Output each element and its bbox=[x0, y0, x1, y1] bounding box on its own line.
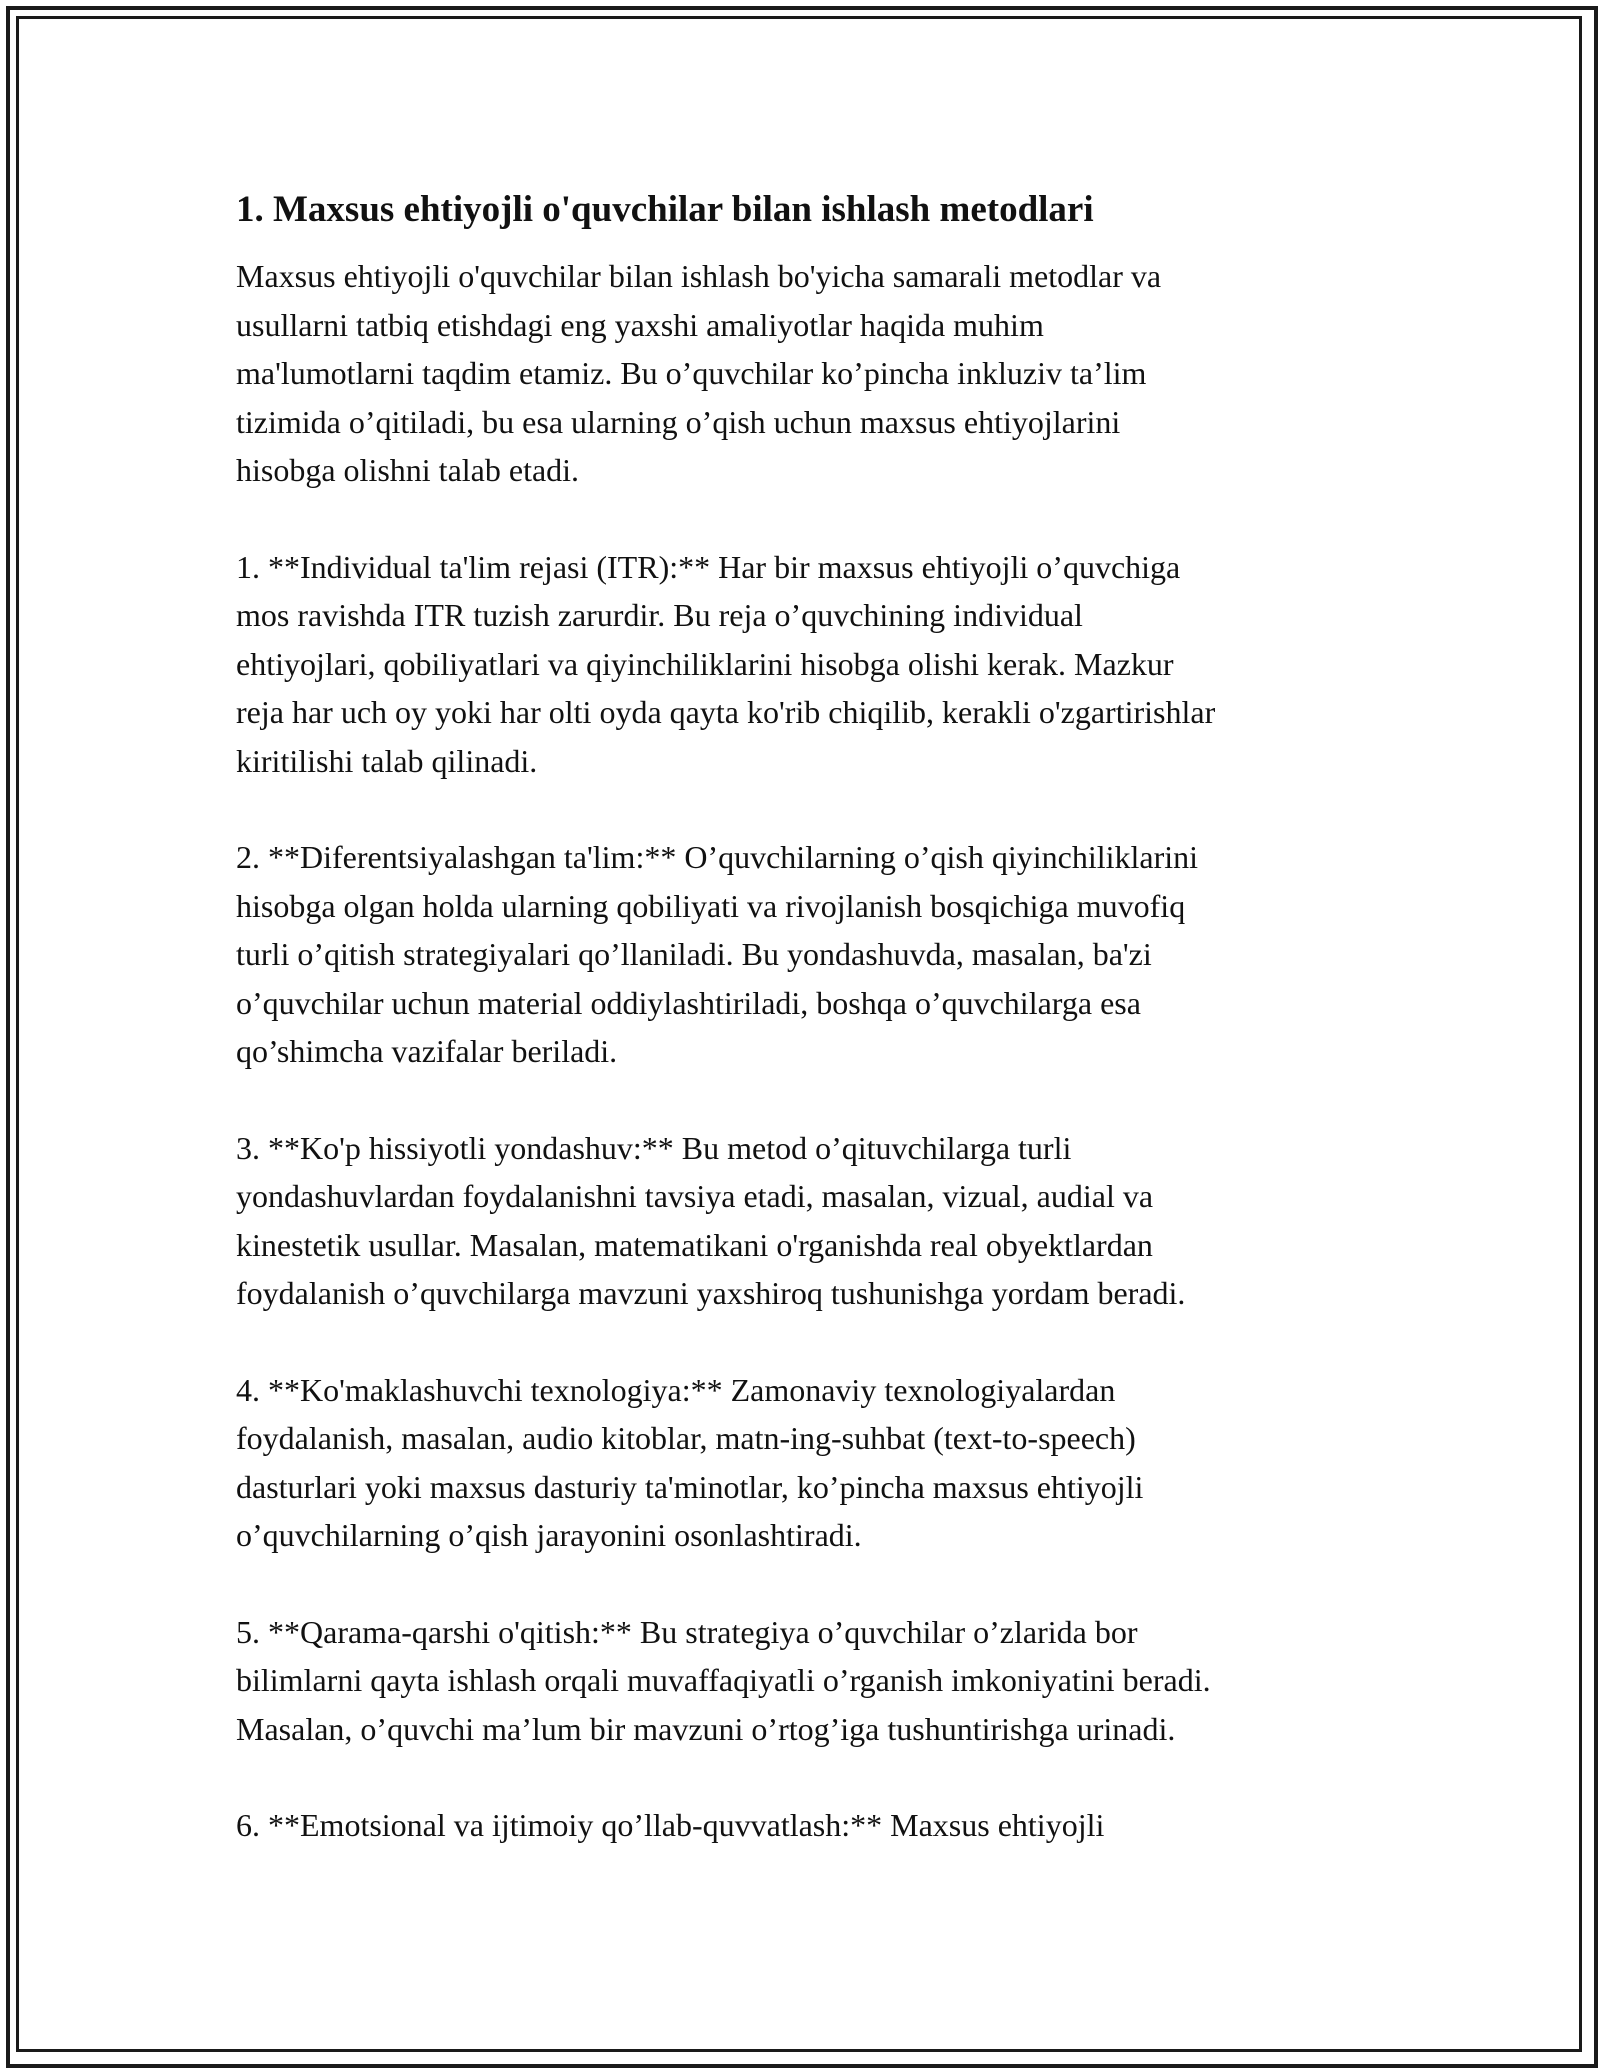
list-item-6: 6. **Emotsional va ijtimoiy qo’llab-quvvatlash:** Maxsus ehtiyojli bbox=[236, 1807, 1105, 1843]
list-item-1: 1. **Individual ta'lim rejasi (ITR):** Har bir maxsus ehtiyojli o’quvchiga mos ravishda ITR tuzish zarurdir. Bu reja o’quvchining individual ehtiyojlari, qobiliyatlari va qiyinchiliklarini hisobga olishi kerak. Mazkur reja har uch oy yoki har olti oyda qayta ko'rib chiqilib, kerakli o'zgartirishlar kiritilishi talab qilinadi. bbox=[236, 548, 1216, 779]
list-item-4: 4. **Ko'maklashuvchi texnologiya:** Zamonaviy texnologiyalardan foydalanish, masalan, audio kitoblar, matn-ing-suhbat (text-to-speech) dasturlari yoki maxsus dasturiy ta'minotlar, ko’pincha maxsus ehtiyojli o’quvchilarning o’qish jarayonini osonlashtiradi. bbox=[236, 1371, 1144, 1553]
list-item-3: 3. **Ko'p hissiyotli yondashuv:** Bu metod o’qituvchilarga turli yondashuvlardan foydalanishni tavsiya etadi, masalan, vizual, audial va kinestetik usullar. Masalan, matematikani o'rganishda real obyektlardan foydalanish o’quvchilarga mavzuni yaxshiroq tushunishga yordam beradi. bbox=[236, 1129, 1186, 1311]
document-title: 1. Maxsus ehtiyojli o'quvchilar bilan ishlash metodlari bbox=[236, 189, 1094, 230]
list-item-2: 2. **Diferentsiyalashgan ta'lim:** O’quvchilarning o’qish qiyinchiliklarini hisobga olgan holda ularning qobiliyati va rivojlanish bosqichiga muvofiq turli o’qitish strategiyalari qo’llaniladi. Bu yondashuvda, masalan, ba'zi o’quvchilar uchun material oddiylashtiriladi, boshqa o’quvchilarga esa qo’shimcha vazifalar beriladi. bbox=[236, 839, 1199, 1069]
document-page bbox=[236, 186, 1366, 1850]
list-item-5: 5. **Qarama-qarshi o'qitish:** Bu strategiya o’quvchilar o’zlarida bor bilimlarni qayta ishlash orqali muvaffaqiyatli o’rganish imkoniyatini beradi. Masalan, o’quvchi ma’lum bir mavzuni o’rtog’iga tushuntirishga urinadi. bbox=[236, 1613, 1211, 1747]
intro-paragraph: Maxsus ehtiyojli o'quvchilar bilan ishlash bo'yicha samarali metodlar va usullarni tatbiq etishdagi eng yaxshi amaliyotlar haqida muhim ma'lumotlarni taqdim etamiz. Bu o’quvchilar ko’pincha inkluziv ta’lim tizimida o’qitiladi, bu esa ularning o’qish uchun maxsus ehtiyojlarini hisobga olishni talab etadi. bbox=[236, 258, 1162, 488]
